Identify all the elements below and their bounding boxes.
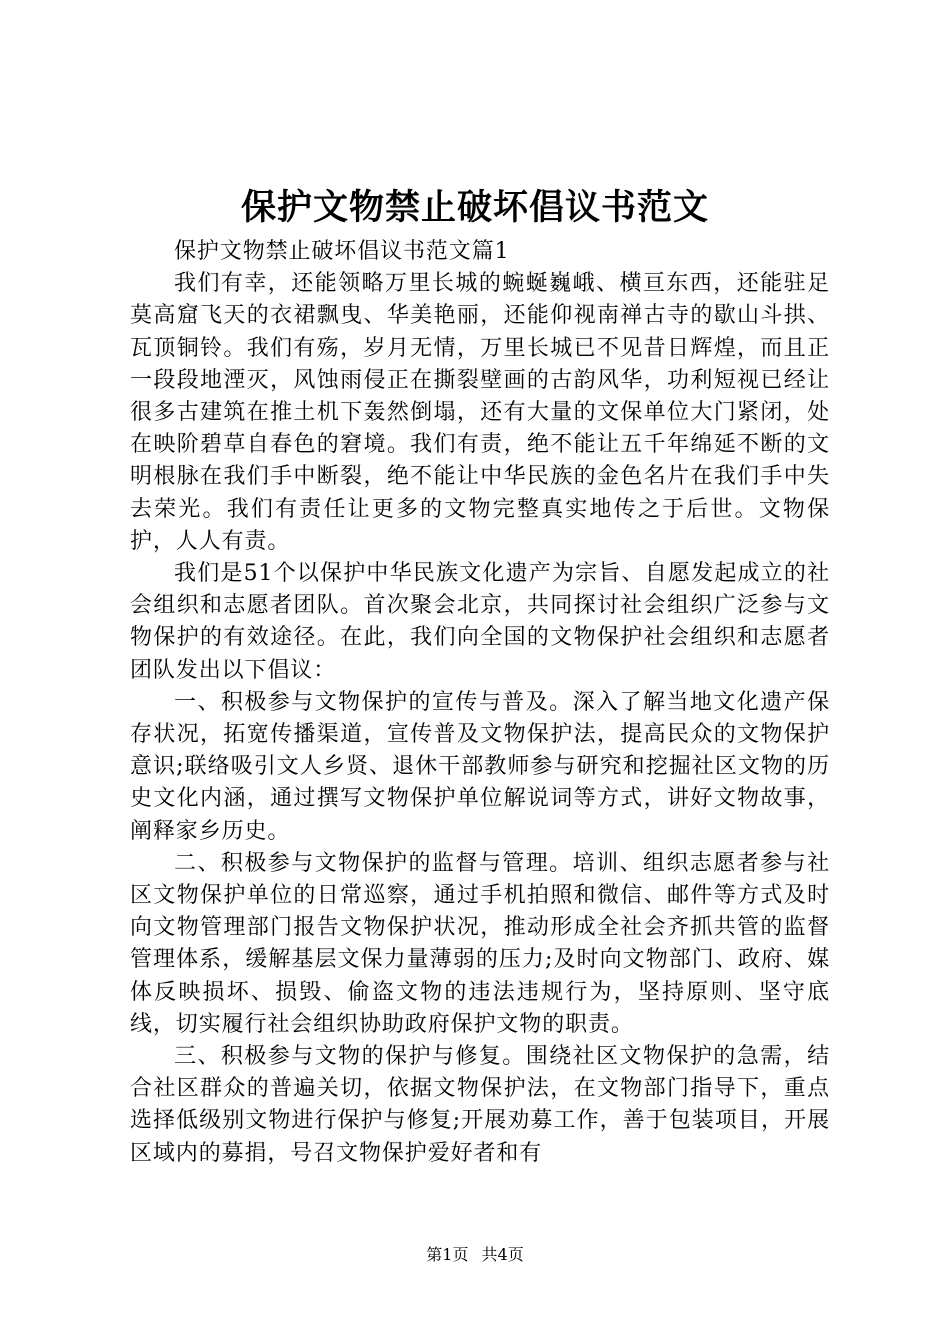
page-footer (0, 1243, 950, 1267)
paragraph-proposal-3: 三、积极参与文物的保护与修复。围绕社区文物保护的急需，结合社区群众的普遍关切，依据文物保护法，在文物部门指导下，重点选择低级别文物进行保护与修复;开展劝募工作，善于包装项目，开展区域内的募捐，号召文物保护爱好者和有 (130, 1044, 830, 1166)
paragraph-proposal-1: 一、积极参与文物保护的宣传与普及。深入了解当地文化遗产保存状况，拓宽传播渠道，宣传普及文物保护法，提高民众的文物保护意识;联络吸引文人乡贤、退休干部教师参与研究和挖掘社区文物的历史文化内涵，通过撰写文物保护单位解说词等方式，讲好文物故事，阐释家乡历史。 (130, 689, 830, 844)
document-body (130, 236, 830, 1170)
paragraph-intro: 我们有幸，还能领略万里长城的蜿蜒巍峨、横亘东西，还能驻足莫高窟飞天的衣裙飘曳、华美艳丽，还能仰视南禅古寺的歇山斗拱、瓦顶铜铃。我们有殇，岁月无情，万里长城已不见昔日辉煌，而且正一段段地湮灭，风蚀雨侵正在撕裂壁画的古韵风华，功利短视已经让很多古建筑在推土机下轰然倒塌，还有大量的文保单位大门紧闭，处在映阶碧草自春色的窘境。我们有责，绝不能让五千年绵延不断的文明根脉在我们手中断裂，绝不能让中华民族的金色名片在我们手中失去荣光。我们有责任让更多的文物完整真实地传之于后世。文物保护，人人有责。 (130, 271, 830, 554)
page-number-total: 共4页 (481, 1245, 524, 1264)
paragraph-organizations: 我们是51个以保护中华民族文化遗产为宗旨、自愿发起成立的社会组织和志愿者团队。首次聚会北京，共同探讨社会组织广泛参与文物保护的有效途径。在此，我们向全国的文物保护社会组织和志愿者团队发出以下倡议： (130, 561, 830, 683)
section-subtitle: 保护文物禁止破坏倡议书范文篇1 (174, 239, 510, 264)
paragraph-proposal-2: 二、积极参与文物保护的监督与管理。培训、组织志愿者参与社区文物保护单位的日常巡察，通过手机拍照和微信、邮件等方式及时向文物管理部门报告文物保护状况，推动形成全社会齐抓共管的监督管理体系，缓解基层文保力量薄弱的压力;及时向文物部门、政府、媒体反映损坏、损毁、偷盗文物的违法违规行为，坚持原则、坚守底线，切实履行社会组织协助政府保护文物的职责。 (130, 850, 830, 1037)
page-number-current: 第1页 (426, 1245, 469, 1264)
document-title: 保护文物禁止破坏倡议书范文 (240, 187, 709, 228)
